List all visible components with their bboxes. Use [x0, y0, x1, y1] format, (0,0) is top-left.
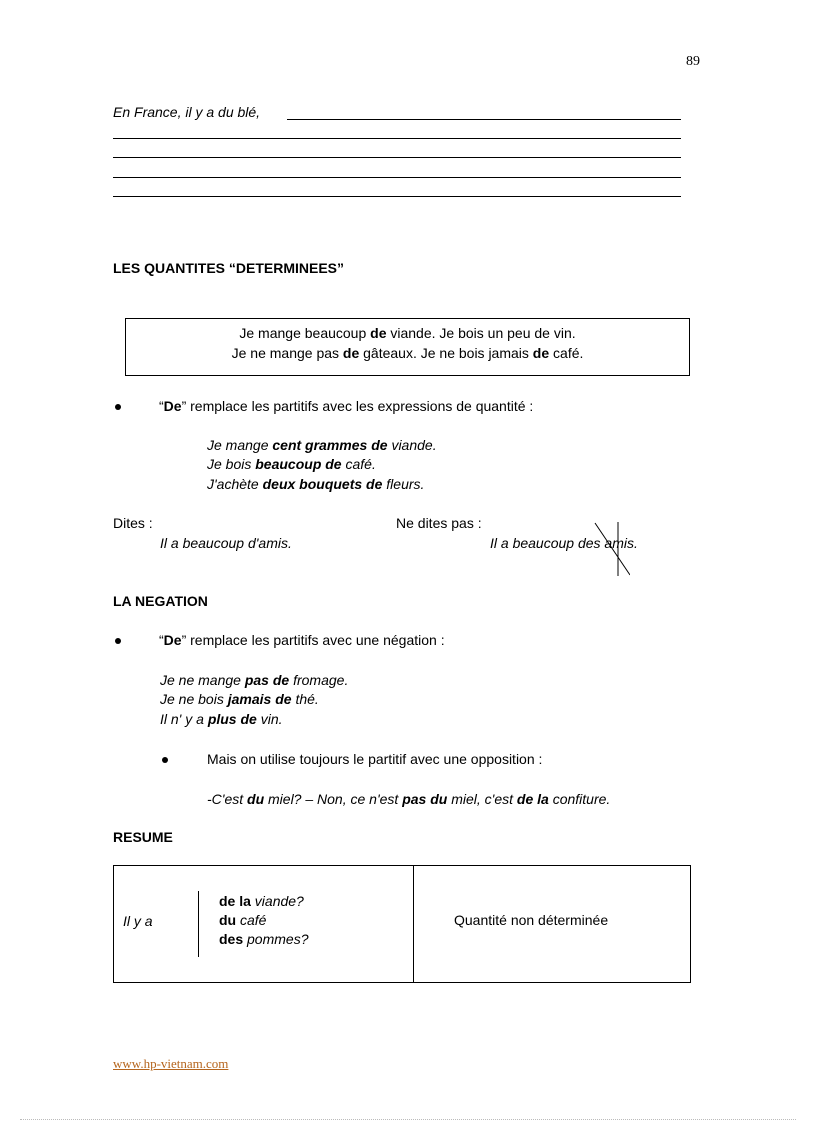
table-item-3 — [219, 931, 308, 947]
example-bold: plus de — [207, 711, 257, 727]
resume-table — [113, 865, 691, 983]
box-line-1 — [126, 325, 689, 341]
opposition-example — [207, 791, 610, 807]
exercise-prompt: En France, il y a du blé, — [113, 104, 261, 120]
noun: viande? — [254, 893, 304, 909]
bullet-icon — [115, 638, 121, 644]
negation-example-3 — [160, 711, 283, 727]
bracket-line — [198, 891, 199, 957]
page-number: 89 — [686, 54, 700, 69]
rule-bold: De — [163, 632, 182, 648]
example-text: miel? – Non, ce n'est — [268, 791, 399, 807]
answer-line[interactable] — [113, 138, 681, 139]
box-bold: de — [532, 345, 550, 361]
table-meaning: Quantité non déterminée — [454, 912, 609, 928]
footer-link[interactable]: www.hp-vietnam.com — [113, 1056, 229, 1071]
example-line-3 — [207, 476, 424, 492]
example-text: Je bois — [207, 456, 252, 472]
article: de la — [219, 893, 251, 909]
box-text: Je mange beaucoup — [239, 325, 367, 341]
table-divider — [413, 866, 414, 982]
rule-text — [159, 398, 533, 414]
answer-line[interactable] — [287, 119, 681, 120]
box-text: Je ne mange pas — [231, 345, 340, 361]
bullet-icon — [162, 757, 168, 763]
example-text: Je ne mange — [160, 672, 241, 688]
example-text: Il n' y a — [160, 711, 204, 727]
answer-line[interactable] — [113, 157, 681, 158]
box-text: viande. Je bois un peu de vin. — [390, 325, 576, 341]
example-text: Je mange — [207, 437, 269, 453]
box-text: gâteaux. Je ne bois jamais — [363, 345, 529, 361]
example-line-2 — [207, 456, 376, 472]
section-title-negation: LA NEGATION — [113, 593, 208, 609]
noun: café — [240, 912, 267, 928]
table-subject: Il y a — [123, 913, 153, 929]
example-bold: pas de — [244, 672, 290, 688]
example-bold: deux bouquets de — [262, 476, 383, 492]
article: des — [219, 931, 244, 947]
negation-example-2 — [160, 691, 319, 707]
noun: pommes? — [247, 931, 309, 947]
example-text: J'achète — [207, 476, 259, 492]
article: du — [219, 912, 237, 928]
rule-bold: De — [163, 398, 182, 414]
example-bold: cent grammes de — [272, 437, 388, 453]
section-title-resume: RESUME — [113, 829, 173, 845]
quote-mark: “ — [159, 398, 164, 414]
example-text: confiture. — [552, 791, 611, 807]
answer-line[interactable] — [113, 177, 681, 178]
example-text: fromage. — [293, 672, 349, 688]
box-text: café. — [553, 345, 584, 361]
box-bold: de — [342, 345, 360, 361]
example-text: -C'est — [207, 791, 244, 807]
say-label: Dites : — [113, 515, 153, 531]
section-title-determined: LES QUANTITES “DETERMINEES” — [113, 260, 345, 276]
example-text: miel, c'est — [451, 791, 514, 807]
negation-example-1 — [160, 672, 348, 688]
box-line-2 — [126, 345, 689, 361]
example-text: Je ne bois — [160, 691, 224, 707]
example-line-1 — [207, 437, 437, 453]
example-text: café. — [345, 456, 376, 472]
sub-rule-text: Mais on utilise toujours le partitif avec une opposition : — [207, 751, 543, 767]
page-bottom-rule — [20, 1119, 796, 1120]
example-text: vin. — [260, 711, 283, 727]
answer-line[interactable] — [113, 196, 681, 197]
example-bold: de la — [516, 791, 549, 807]
box-bold: de — [370, 325, 387, 341]
example-bold: beaucoup de — [255, 456, 342, 472]
strike-cross-icon — [590, 520, 630, 578]
example-text: thé. — [295, 691, 319, 707]
example-text: viande. — [391, 437, 437, 453]
bullet-icon — [115, 404, 121, 410]
dont-say-example: Il a beaucoup des amis. — [490, 535, 638, 551]
table-item-1 — [219, 893, 304, 909]
example-box — [125, 318, 690, 376]
say-example: Il a beaucoup d'amis. — [160, 535, 292, 551]
example-bold: jamais de — [227, 691, 292, 707]
table-item-2 — [219, 912, 266, 928]
example-text: fleurs. — [386, 476, 425, 492]
example-bold: pas du — [402, 791, 448, 807]
example-bold: du — [247, 791, 265, 807]
rule-rest: ” remplace les partitifs avec une négation : — [181, 632, 445, 648]
quote-mark: “ — [159, 632, 164, 648]
rule-rest: ” remplace les partitifs avec les expressions de quantité : — [181, 398, 534, 414]
dont-say-label: Ne dites pas : — [396, 515, 482, 531]
rule-text — [159, 632, 445, 648]
